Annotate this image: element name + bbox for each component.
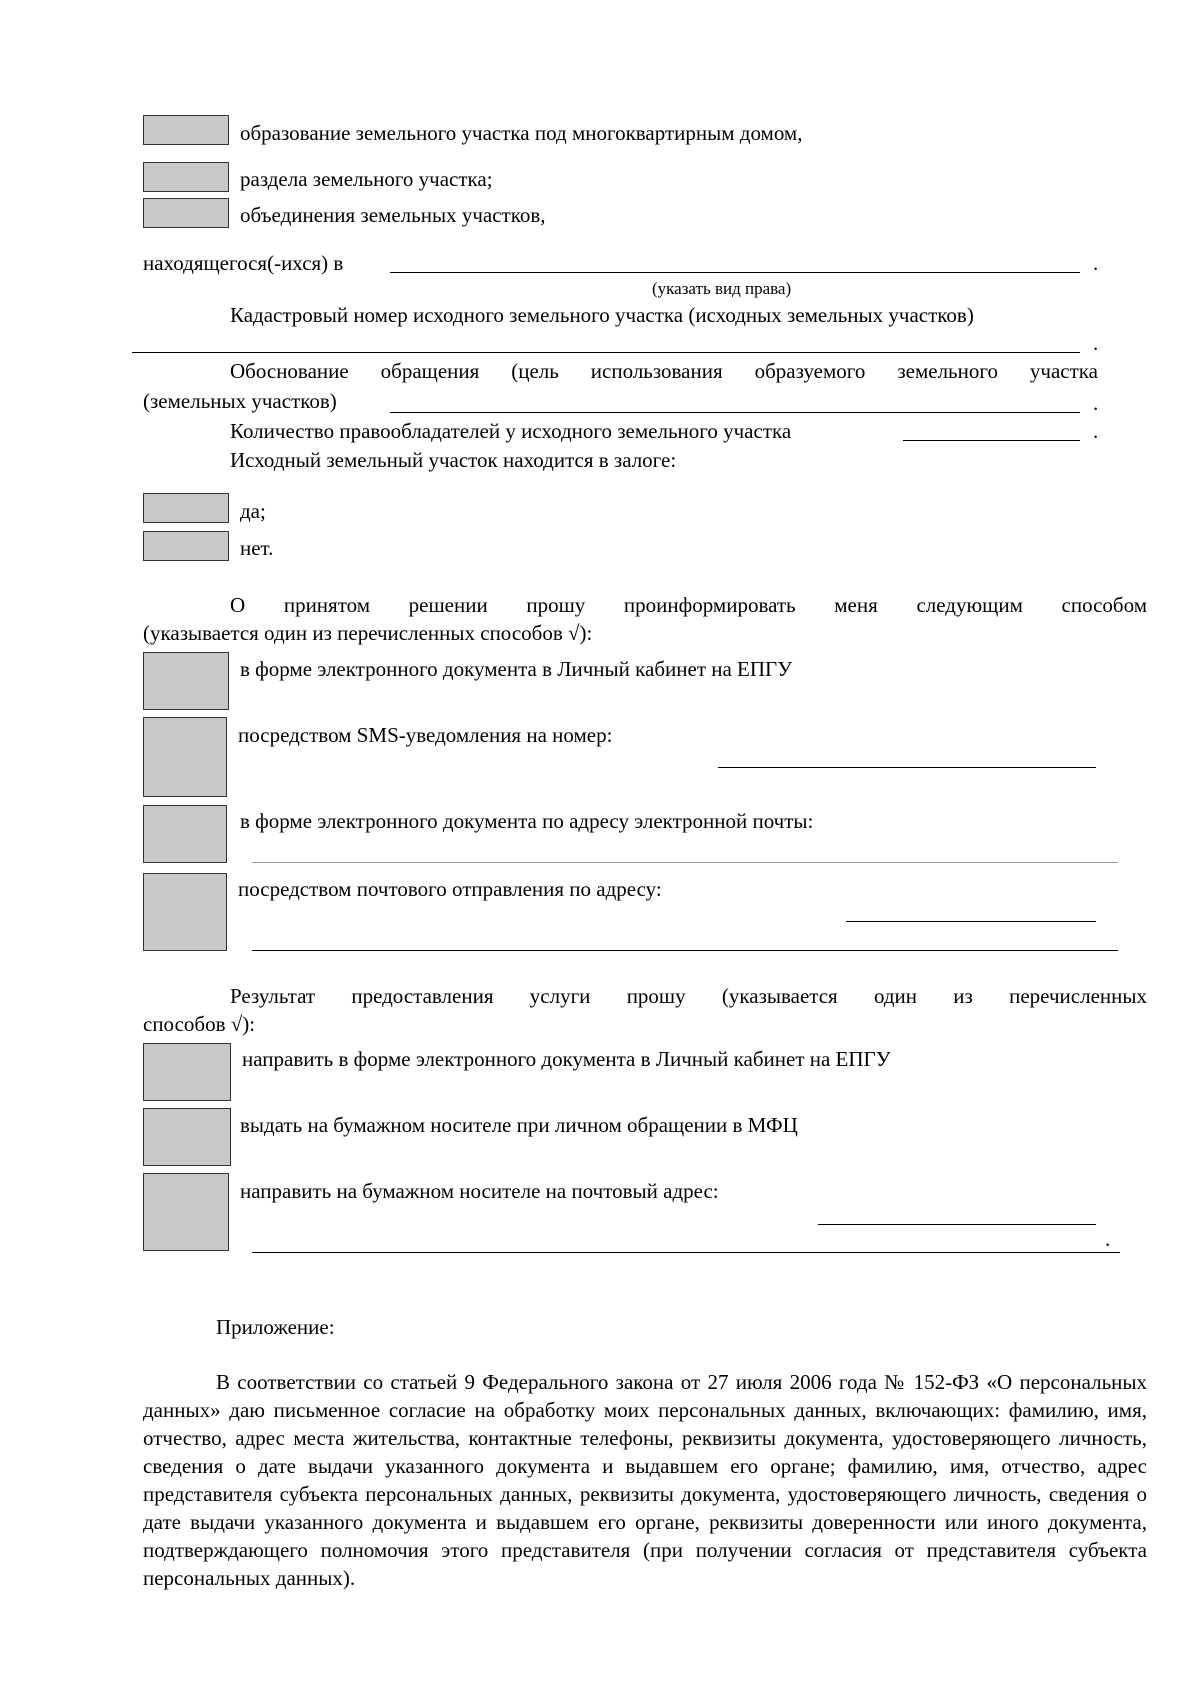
checkbox-formation[interactable] bbox=[143, 115, 229, 145]
checkbox-result-post[interactable] bbox=[143, 1173, 229, 1251]
cadastral-end: . bbox=[1093, 331, 1099, 355]
holders-label: Количество правообладателей у исходного земельного участка bbox=[230, 419, 792, 443]
checkbox-notify-sms[interactable] bbox=[143, 717, 227, 797]
cadastral-input-line[interactable] bbox=[132, 352, 1080, 353]
cadastral-label: Кадастровый номер исходного земельного участка (исходных земельных участков) bbox=[230, 303, 974, 327]
checkbox-result-epgu[interactable] bbox=[143, 1043, 231, 1101]
checkbox-notify-email[interactable] bbox=[143, 805, 227, 863]
pledge-yes-label: да; bbox=[240, 499, 266, 523]
result-intro-line1: Результат предоставления услуги прошу (указывается один из перечисленных bbox=[230, 984, 1147, 1008]
checkbox-result-mfc[interactable] bbox=[143, 1108, 231, 1166]
justification-line2: (земельных участков) bbox=[143, 389, 337, 413]
email-input-line[interactable] bbox=[252, 862, 1118, 863]
location-hint: (указать вид права) bbox=[652, 279, 792, 298]
notify-epgu-label: в форме электронного документа в Личный кабинет на ЕПГУ bbox=[240, 657, 793, 681]
option-formation-label: образование земельного участка под многоквартирным домом, bbox=[240, 121, 803, 145]
justification-end: . bbox=[1093, 391, 1099, 415]
location-label: находящегося(-ихся) в bbox=[143, 251, 344, 275]
checkbox-notify-post[interactable] bbox=[143, 873, 227, 951]
notify-email-label: в форме электронного документа по адресу электронной почты: bbox=[240, 809, 814, 833]
option-merge-label: объединения земельных участков, bbox=[240, 203, 546, 227]
justification-input-line[interactable] bbox=[390, 412, 1080, 413]
pledge-label: Исходный земельный участок находится в залоге: bbox=[230, 448, 677, 472]
notify-intro-line2: (указывается один из перечисленных способов √): bbox=[143, 621, 593, 645]
justification-line1: Обоснование обращения (цель использования образуемого земельного участка bbox=[230, 359, 1098, 383]
notify-intro-line1: О принятом решении прошу проинформировать меня следующим способом bbox=[230, 593, 1147, 617]
sms-number-input-line[interactable] bbox=[718, 767, 1096, 768]
option-division-label: раздела земельного участка; bbox=[240, 167, 493, 191]
post-address-input-line2[interactable] bbox=[252, 950, 1118, 951]
notify-sms-label: посредством SMS-уведомления на номер: bbox=[238, 723, 613, 747]
pledge-no-label: нет. bbox=[240, 536, 274, 560]
result-mfc-label: выдать на бумажном носителе при личном обращении в МФЦ bbox=[240, 1113, 798, 1137]
checkbox-division[interactable] bbox=[143, 162, 229, 192]
checkbox-pledge-yes[interactable] bbox=[143, 493, 229, 523]
checkbox-pledge-no[interactable] bbox=[143, 531, 229, 561]
checkbox-notify-epgu[interactable] bbox=[143, 652, 229, 710]
result-intro-line2: способов √): bbox=[143, 1012, 256, 1036]
location-input-line[interactable] bbox=[390, 272, 1080, 273]
result-end: . bbox=[1105, 1227, 1111, 1251]
result-epgu-label: направить в форме электронного документа в Личный кабинет на ЕПГУ bbox=[242, 1047, 891, 1071]
consent-paragraph: В соответствии со статьей 9 Федерального закона от 27 июля 2006 года № 152-ФЗ «О персональных данных» даю письменное согласие на обработку моих персональных данных, включающих: фамилию, имя, отчество, адрес места жительства, контактные телефоны, реквизиты документа, удостоверяющего личность, сведения о дате выдачи указанного документа и выдавшем его органе; фамилию, имя, отчество, адрес представителя субъекта персональных данных, реквизиты документа, удостоверяющего личность, сведения о дате выдачи указанного документа и выдавшем его органе, реквизиты доверенности или иного документа, подтверждающего полномочия этого представителя (при получении согласия от представителя субъекта персональных данных). bbox=[143, 1370, 1147, 1590]
notify-post-label: посредством почтового отправления по адресу: bbox=[238, 877, 662, 901]
result-post-label: направить на бумажном носителе на почтовый адрес: bbox=[240, 1179, 719, 1203]
location-end: . bbox=[1093, 251, 1099, 275]
result-address-input-line1[interactable] bbox=[818, 1224, 1096, 1225]
checkbox-merge[interactable] bbox=[143, 198, 229, 228]
attachment-label: Приложение: bbox=[216, 1315, 335, 1339]
holders-end: . bbox=[1093, 419, 1099, 443]
holders-input-line[interactable] bbox=[903, 440, 1080, 441]
result-address-input-line2[interactable] bbox=[252, 1252, 1120, 1253]
post-address-input-line1[interactable] bbox=[846, 921, 1096, 922]
